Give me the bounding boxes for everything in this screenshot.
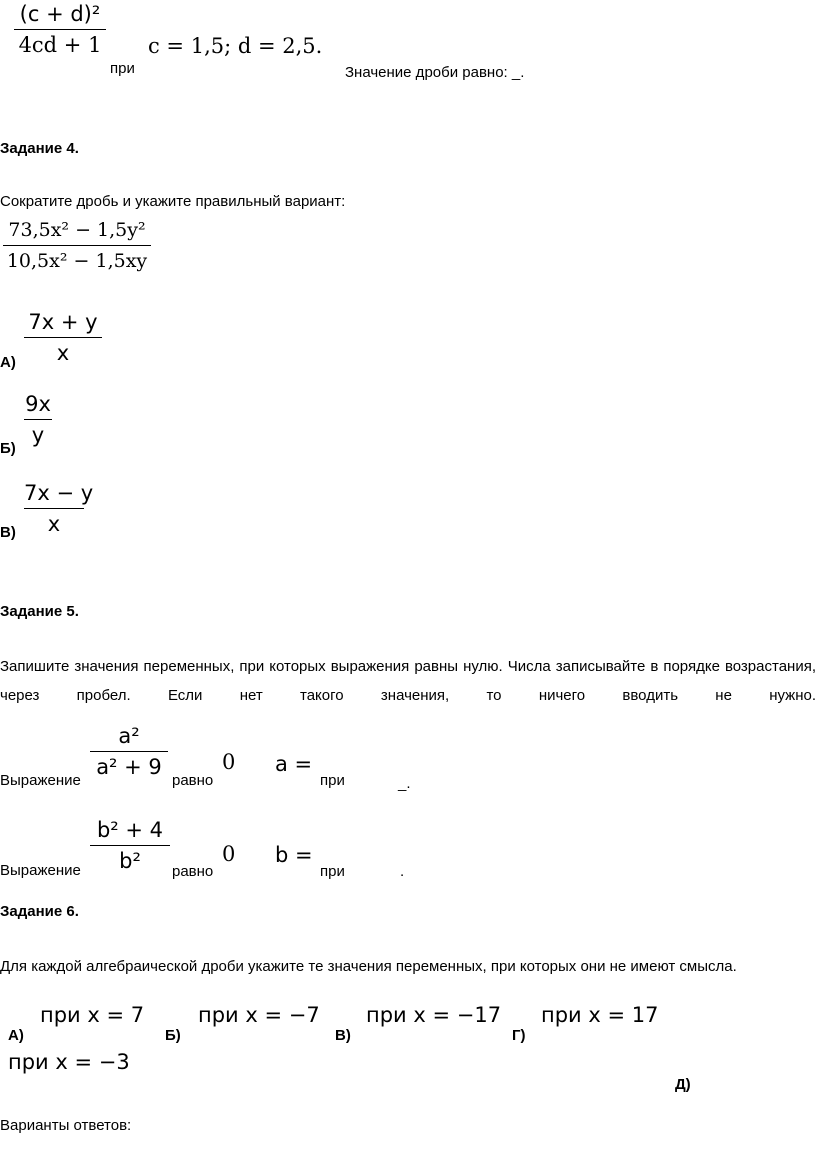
item-c-condition: при x = −17	[366, 1003, 502, 1027]
fraction-numerator: b² + 4	[96, 818, 164, 842]
fraction-denominator: 4cd + 1	[18, 33, 102, 57]
row1-variable: a =	[275, 752, 313, 776]
fraction-denominator: b²	[119, 849, 141, 873]
item-d-condition: при x = 17	[541, 1003, 659, 1027]
fraction-numerator: a²	[118, 724, 140, 748]
task5-instruction: Запишите значения переменных, при которых выражения равны нулю. Числа записывайте в порядке возрастания, через пробел. Если нет такого значения, то ничего вводить не нужно.	[0, 658, 816, 704]
fraction-bar	[14, 29, 106, 30]
fraction-numerator: 73,5x² − 1,5y²	[8, 219, 146, 241]
pri-label: при	[110, 60, 135, 77]
answers-label: Варианты ответов:	[0, 1117, 132, 1134]
fraction-bar	[24, 337, 102, 338]
row2-zero: 0	[222, 842, 236, 866]
fraction-bar	[24, 508, 84, 509]
fraction-denominator: x	[56, 341, 70, 365]
item-c-label: В)	[335, 1027, 351, 1044]
option-b-label: Б)	[0, 440, 16, 457]
fraction-bar	[90, 845, 170, 846]
fraction-numerator: 9x	[25, 392, 51, 416]
row1-ravno: равно	[172, 772, 214, 789]
task4-instruction: Сократите дробь и укажите правильный вариант:	[0, 193, 346, 210]
task4-fraction	[3, 216, 151, 275]
task6-instruction: Для каждой алгебраической дроби укажите те значения переменных, при которых они не имеют смысла.	[0, 958, 737, 975]
option-c-fraction	[24, 479, 94, 538]
item-b-condition: при x = −7	[198, 1003, 320, 1027]
row2-ravno: равно	[172, 863, 214, 880]
option-c-label: В)	[0, 524, 16, 541]
row2-tail: .	[400, 863, 405, 880]
fraction-numerator: 7x + y	[28, 310, 98, 334]
fraction-bar	[3, 245, 151, 246]
option-a-label: А)	[0, 354, 16, 371]
option-b-fraction	[24, 390, 52, 449]
row1-tail: _.	[398, 775, 411, 792]
item-e-condition: при x = −3	[8, 1050, 130, 1074]
row2-pri: при	[320, 863, 345, 880]
task5-heading: Задание 5.	[0, 603, 79, 620]
fraction-numerator: 7x − y	[24, 481, 94, 505]
task4-heading: Задание 4.	[0, 140, 79, 157]
row1-fraction	[90, 722, 168, 781]
row1-lead: Выражение	[0, 772, 81, 789]
fraction-bar	[90, 751, 168, 752]
task3-fraction	[14, 0, 106, 59]
item-d-label: Г)	[512, 1027, 526, 1044]
row2-variable: b =	[275, 843, 313, 867]
fraction-numerator: (c + d)²	[19, 2, 101, 26]
task3-answer-text: Значение дроби равно: _.	[345, 64, 525, 81]
fraction-denominator: 10,5x² − 1,5xy	[6, 250, 148, 272]
item-a-label: А)	[8, 1027, 24, 1044]
row2-fraction	[90, 816, 170, 875]
fraction-denominator: y	[31, 423, 45, 447]
task6-heading: Задание 6.	[0, 903, 79, 920]
fraction-bar	[24, 419, 52, 420]
fraction-denominator: a² + 9	[96, 755, 162, 779]
row1-pri: при	[320, 772, 345, 789]
fraction-denominator: x	[47, 512, 61, 536]
option-a-fraction	[24, 308, 102, 367]
task3-condition: c = 1,5; d = 2,5.	[148, 34, 323, 58]
item-b-label: Б)	[165, 1027, 181, 1044]
item-a-condition: при x = 7	[40, 1003, 145, 1027]
row1-zero: 0	[222, 750, 236, 774]
row2-lead: Выражение	[0, 862, 81, 879]
item-e-label: Д)	[675, 1076, 691, 1093]
